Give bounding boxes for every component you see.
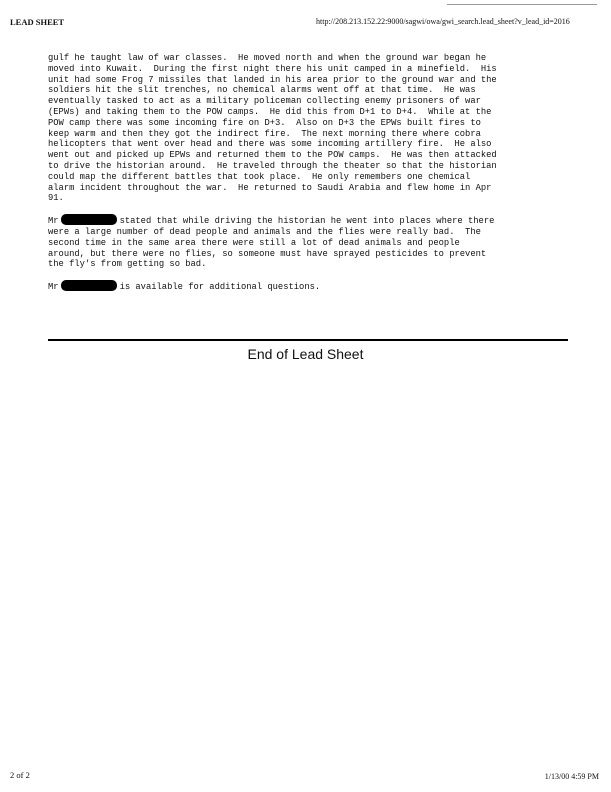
paragraph-1: gulf he taught law of war classes. He moved north and when the ground war began he moved into Kuwait. During the first night there his unit camped in a minefield. His unit had some Frog 7 missiles that landed in his area prior to the ground war and the soldiers hit the slit trenches, no chemical alarms went off at that time. He was eventually tasked to act as a military policeman collecting enemy prisoners of war (EPWs) and taking them to the POW camps. He did this from D+1 to D+4. While at the POW camp there was some incoming fire on D+3. Also on D+3 the EPWs built fires to keep warm and then they got the indirect fire. The next morning there where cobra helicopters that went over head and there was some incoming artillery fire. He also went out and picked up EPWs and returned them to the POW camps. He was then attacked to drive the historian around. He traveled through the theater so that the historian could map the different battles that took place. He only remembers one chemical alarm incident throughout the war. He returned to Saudi Arabia and flew home in Apr 91. (48, 53, 497, 204)
redacted-name (61, 214, 117, 225)
paragraph-3 (48, 280, 568, 293)
header-title: LEAD SHEET (10, 17, 65, 27)
end-divider (48, 339, 568, 341)
paragraph-2 (48, 214, 568, 270)
paragraph-2-text: stated that while driving the historian he went into places where there were a large number of dead people and animals and the flies were really bad. The second time in the same area there were still a lot of dead animals and people around, but there were no flies, so someone must have sprayed pesticides to prevent the fly's from getting so bad. (48, 216, 495, 270)
print-timestamp: 1/13/00 4:59 PM (544, 772, 599, 781)
header-url: http://208.213.152.22:9000/sagwi/owa/gwi_search.lead_sheet?v_lead_id=2016 (316, 17, 570, 26)
top-rule (447, 4, 597, 5)
mr-label: Mr (48, 282, 59, 293)
end-of-lead-sheet: End of Lead Sheet (247, 346, 364, 362)
redacted-name (61, 280, 117, 291)
lead-sheet-body (48, 53, 568, 303)
page-number: 2 of 2 (10, 770, 30, 780)
paragraph-3-text: is available for additional questions. (119, 282, 321, 293)
mr-label: Mr (48, 216, 59, 227)
